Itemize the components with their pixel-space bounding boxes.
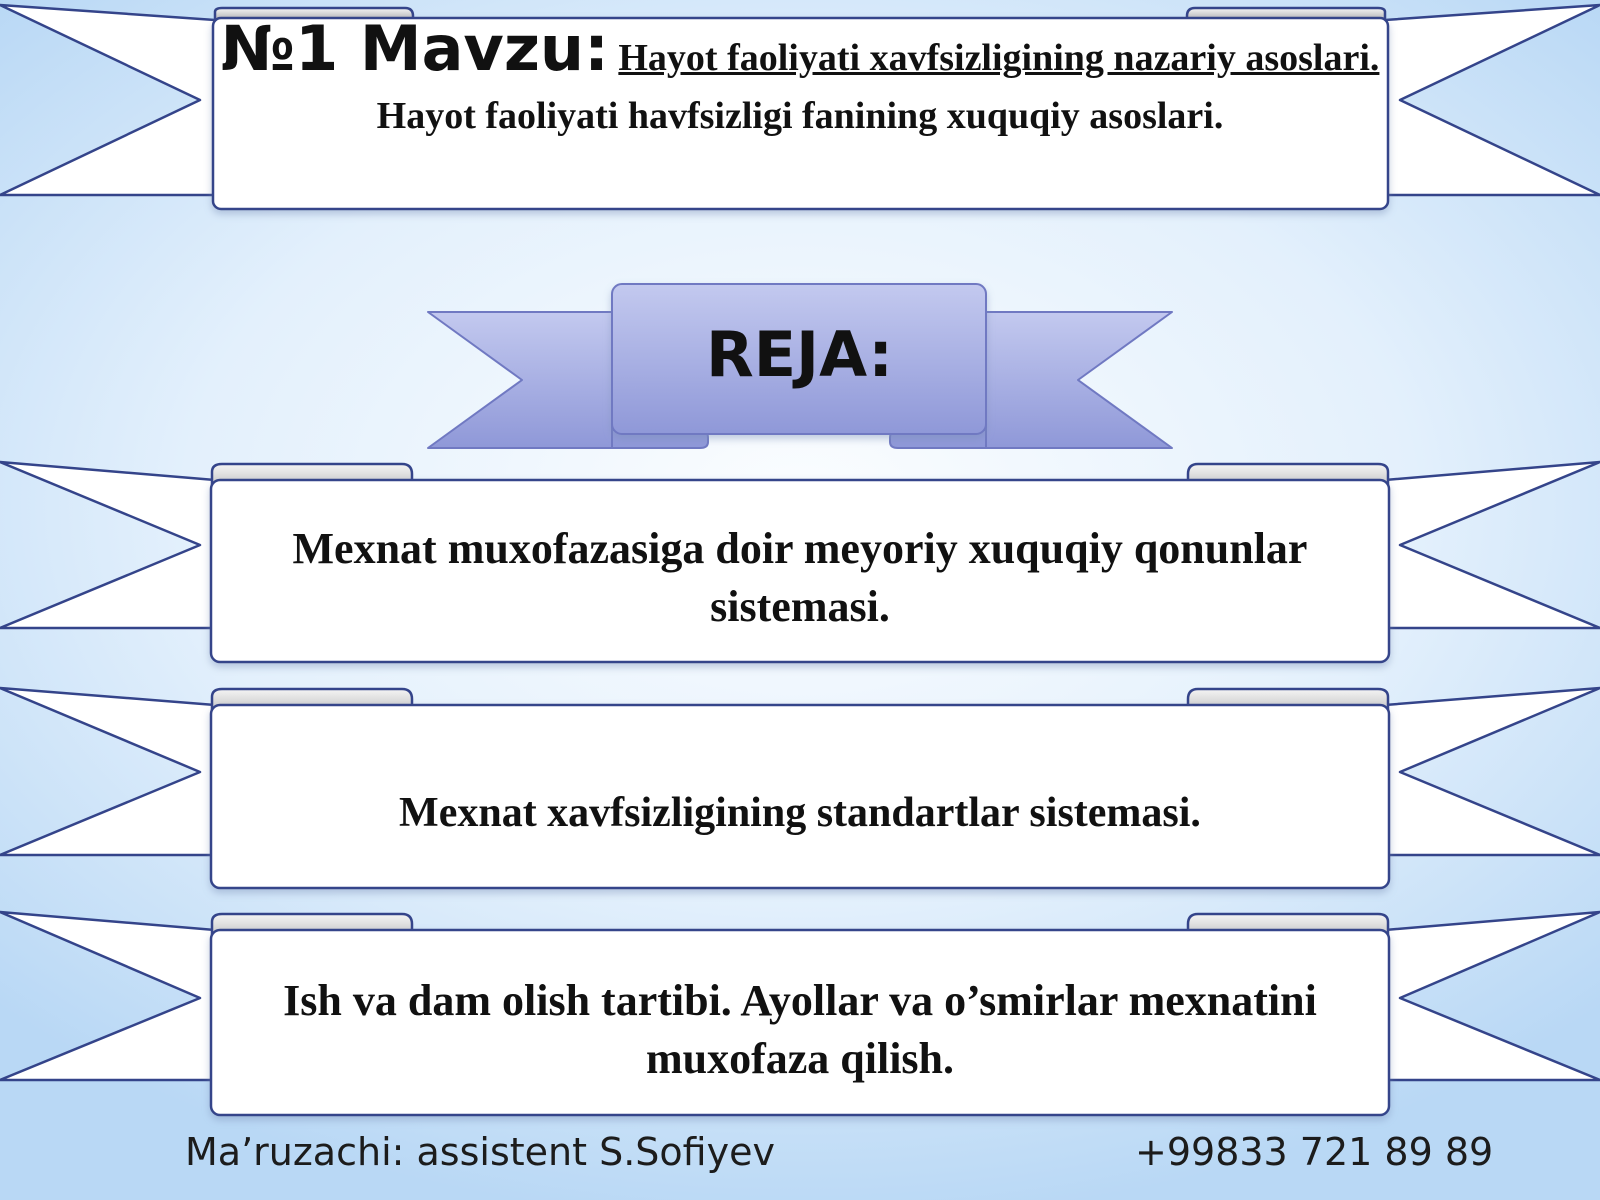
topic-number: №1 Mavzu: (220, 12, 609, 85)
topic-title-rest: Hayot faoliyati havfsizligi fanining xuquqiy asoslari. (376, 95, 1224, 137)
speaker-credit: Ma’ruzachi: assistent S.Sofiyev (185, 1130, 775, 1174)
slide-title (215, 12, 1385, 210)
topic-title-underlined: Hayot faoliyati xavfsizligining nazariy asoslari. (618, 37, 1380, 79)
plan-item-1: Mexnat muxofazasiga doir meyoriy xuquqiy qonunlar sistemasi. (292, 523, 1308, 631)
plan-heading: REJA: (705, 318, 894, 391)
phone-number: +99833 721 89 89 (1135, 1130, 1494, 1174)
plan-item-2: Mexnat xavfsizligining standartlar sistemasi. (399, 789, 1201, 836)
plan-item-3: Ish va dam olish tartibi. Ayollar va o’smirlar mexnatini muxofaza qilish. (283, 976, 1317, 1083)
